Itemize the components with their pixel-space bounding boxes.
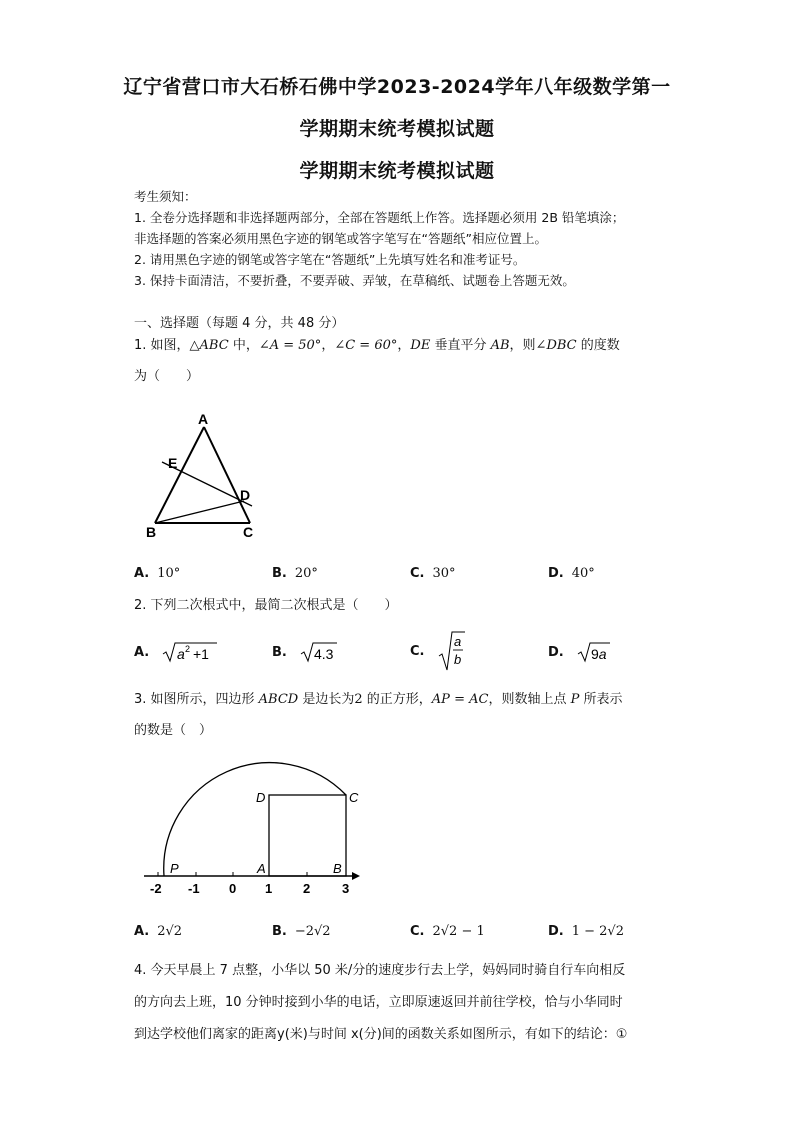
q3-number-line-figure [138,760,368,900]
q1-text: 中， [228,338,259,353]
q2-option-c[interactable]: C. a b [410,630,467,672]
q1-option-c[interactable]: C. 30° [410,566,456,581]
question-1 [134,330,664,392]
q1-label-a: A [198,411,209,427]
q1-angle-a: ∠A = 50° [258,338,322,353]
q3-tick-label: 1 [265,881,273,896]
q3-tick-label: 0 [229,881,237,896]
q1-label-e: E [168,455,178,471]
svg-text:+1: +1 [193,646,210,662]
q3-option-a[interactable]: A. 2√2 [134,924,183,939]
q1-label-d: D [240,487,251,503]
q2-option-d-sqrt [576,640,612,664]
q2-option-b[interactable]: B. 4.3 [272,640,339,664]
q1-angle-c: ∠C = 60° [334,338,398,353]
q1-option-a[interactable]: A. 10° [134,566,181,581]
q1-number: 1. 如图， [134,338,190,353]
q2-option-b-sqrt [299,640,339,664]
q2-option-a-sqrt [161,640,219,664]
q1-option-b[interactable]: B. 20° [272,566,318,581]
q4-line-2: 的方向去上班，10 分钟时接到小华的电话，立即原速返回并前往学校，恰与小华同时 [134,995,623,1010]
exam-title-line-2: 学期期末统考模拟试题 [299,118,495,140]
svg-text:a: a [177,646,186,662]
q4-line-3: 到达学校他们离家的距离y(米)与时间 x(分)间的函数关系如图所示，有如下的结论：① [134,1027,628,1042]
q3-tick-label: 3 [342,881,350,896]
q3-text: 所表示 [579,692,623,707]
q3-tick-label: -2 [150,881,162,896]
exam-title-line-3: 学期期末统考模拟试题 [299,160,495,182]
q3-option-b[interactable]: B. −2√2 [272,924,331,939]
question-4 [134,955,674,1051]
q3-abcd: ABCD [258,692,299,707]
svg-text:a: a [453,634,461,649]
q3-ap-ac: AP = AC [431,692,489,707]
q1-line-2: 为（ ） [134,369,200,384]
q3-tick-label: 2 [303,881,311,896]
q1-text: ， [397,338,411,353]
exam-title-line-1: 辽宁省营口市大石桥石佛中学2023-2024学年八年级数学第一 [123,76,671,98]
q2-option-d[interactable]: D. 9a [548,640,612,664]
q3-text: ，则数轴上点 [488,692,571,707]
q1-text: 垂直平分 [430,338,491,353]
q3-label-d: D [256,790,266,805]
notice-item: 3. 保持卡面清洁，不要折叠，不要弄破、弄皱，在草稿纸、试题卷上答题无效。 [134,273,575,288]
q1-triangle-figure [140,405,280,545]
section-heading: 一、选择题（每题 4 分，共 48 分） [134,316,345,331]
notice-item: 非选择题的答案必须用黑色字迹的钢笔或答字笔写在“答题纸”相应位置上。 [134,231,547,246]
q1-text: ，则 [509,338,536,353]
svg-text:4.3: 4.3 [314,646,334,662]
q1-label-b: B [146,524,157,540]
q1-label-c: C [243,524,254,540]
q3-side-length: 2 [354,692,363,707]
q3-text: 的正方形， [362,692,432,707]
q3-label-p: P [170,861,179,876]
q1-triangle: △ABC [189,338,229,353]
q1-segment-bd [155,501,244,523]
notice-item: 2. 请用黑色字迹的钢笔或答字笔在“答题纸”上先填写姓名和准考证号。 [134,252,526,267]
q1-option-d[interactable]: D. 40° [548,566,595,581]
q2-option-c-sqrt [437,630,467,672]
q3-line-2: 的数是（ ） [134,723,213,738]
q3-arc [164,763,346,876]
q3-text: 3. 如图所示，四边形 [134,692,259,707]
q3-options [134,924,674,954]
q1-de: DE [410,338,431,353]
svg-text:9a: 9a [590,646,607,662]
q2-option-a[interactable]: A. a 2 +1 [134,640,219,664]
q3-text: 是边长为 [298,692,355,707]
q3-tick-label: -1 [188,881,200,896]
q3-option-c[interactable]: C. 2√2 − 1 [410,924,485,939]
q4-line-1: 4. 今天早晨上 7 点整，小华以 50 米/分的速度步行去上学，妈妈同时骑自行车向相反 [134,963,626,978]
notice-block [134,186,694,291]
q1-side-ab [155,427,204,523]
q3-axis-arrow [352,872,360,880]
svg-text:2: 2 [185,644,191,654]
q2-options [134,634,674,680]
q1-ab: AB [490,338,510,353]
notice-heading: 考生须知： [134,189,197,204]
svg-text:b: b [453,652,461,667]
q3-label-b: B [333,861,342,876]
question-2: 2. 下列二次根式中，最简二次根式是（ ） [134,598,398,613]
q1-text: ， [321,338,335,353]
q3-point-p: P [570,692,580,707]
q3-label-a: A [257,861,266,876]
notice-item: 1. 全卷分选择题和非选择题两部分，全部在答题纸上作答。选择题必须用 2B 铅笔填涂； [134,210,625,225]
question-3 [134,684,664,746]
q1-dbc: ∠DBC [535,338,577,353]
q1-text: 的度数 [576,338,620,353]
q3-option-d[interactable]: D. 1 − 2√2 [548,924,624,939]
q3-label-c: C [349,790,359,805]
